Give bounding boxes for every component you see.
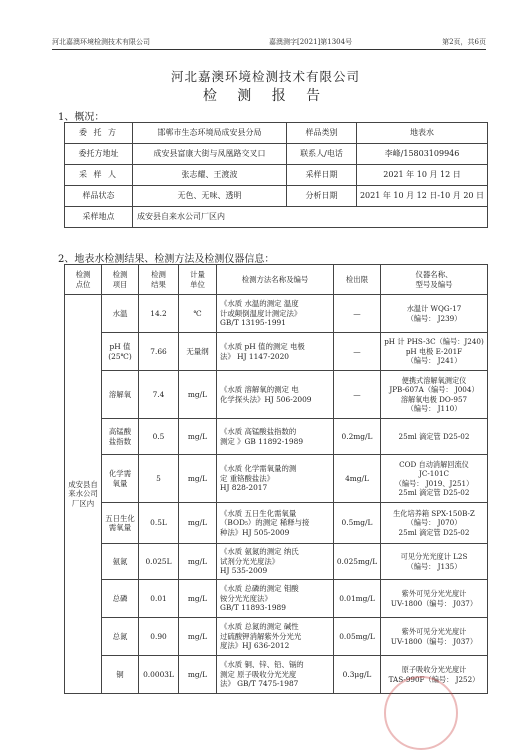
header-instrument-line: 仪器名称、 xyxy=(415,270,453,279)
result-cell: 0.01 xyxy=(139,580,179,618)
method-cell xyxy=(217,455,334,503)
client-label: 委 托 方 xyxy=(65,123,133,144)
unit-cell: mg/L xyxy=(179,455,217,503)
overview-table xyxy=(64,122,488,228)
unit-cell: 无量纲 xyxy=(179,333,217,371)
header-site-line: 检测 xyxy=(75,270,91,279)
result-cell: 7.4 xyxy=(139,371,179,419)
method-cell xyxy=(217,333,334,371)
header-instrument-line: 型号及编号 xyxy=(415,279,453,289)
unit-cell: mg/L xyxy=(179,503,217,544)
method-cell-line: 定 重铬酸盐法》 xyxy=(220,473,275,483)
method-cell xyxy=(217,419,334,455)
page-header xyxy=(52,36,486,48)
instrument-cell-line: COD 自动消解回流仪 xyxy=(399,459,469,469)
item-cell xyxy=(102,618,139,656)
limit-cell: 0.2mg/L xyxy=(334,419,381,455)
table-row xyxy=(65,455,488,503)
method-cell-line: GB/T 13195-1991 xyxy=(220,318,286,328)
site-cell-line: 厂区内 xyxy=(71,498,95,508)
item-cell-line: 氨氮 xyxy=(112,556,128,566)
item-cell xyxy=(102,295,139,333)
sample-date-label: 采样日期 xyxy=(287,165,357,186)
item-cell-line: 总氮 xyxy=(112,631,128,641)
overview-row xyxy=(65,144,488,165)
instrument-cell xyxy=(381,618,488,656)
method-cell-line: 种法》HJ 505-2009 xyxy=(220,527,290,537)
contact-value: 李峰/15803109946 xyxy=(357,144,488,165)
results-header-row xyxy=(65,265,488,295)
results-body xyxy=(65,265,488,694)
table-row xyxy=(65,618,488,656)
unit-cell: mg/L xyxy=(179,371,217,419)
location-label: 采样地点 xyxy=(65,207,133,228)
instrument-cell-line: JPB-607A（编号： J004） xyxy=(389,385,479,394)
instrument-cell xyxy=(381,419,488,455)
limit-cell: — xyxy=(334,333,381,371)
header-method: 检测方法名称及编号 xyxy=(217,265,334,295)
header-page-number: 第2页，共6页 xyxy=(442,38,486,46)
overview-row xyxy=(65,186,488,207)
method-cell-line: 《水质 五日生化需氧量 xyxy=(220,508,297,518)
table-row xyxy=(65,371,488,419)
instrument-cell-line: JC-101C xyxy=(418,469,450,478)
item-cell xyxy=(102,544,139,580)
table-row xyxy=(65,419,488,455)
instrument-cell-line: （编号： J110） xyxy=(406,404,462,413)
method-cell-line: HJ 828-2017 xyxy=(220,483,268,493)
header-result-line: 检测 xyxy=(151,270,166,279)
instrument-cell xyxy=(381,580,488,618)
method-cell xyxy=(217,371,334,419)
header-site-line: 点位 xyxy=(75,279,91,289)
item-cell-line: 溶解氧 xyxy=(108,389,132,399)
method-cell-line: 化学探头法》HJ 506-2009 xyxy=(220,394,312,404)
result-cell: 14.2 xyxy=(139,295,179,333)
unit-cell: mg/L xyxy=(179,580,217,618)
header-unit-line: 计量 xyxy=(190,270,205,279)
instrument-cell-line: TAS-990F（编号： J252） xyxy=(388,674,480,684)
instrument-cell-line: （编号： J135） xyxy=(406,561,462,571)
result-cell: 0.0003L xyxy=(139,656,179,694)
instrument-cell xyxy=(381,503,488,544)
limit-cell: 0.01mg/L xyxy=(334,580,381,618)
method-cell-line: 计或颠倒温度计测定法》 xyxy=(220,308,302,318)
instrument-cell xyxy=(381,295,488,333)
unit-cell: mg/L xyxy=(179,618,217,656)
limit-cell: — xyxy=(334,371,381,419)
item-cell xyxy=(102,455,139,503)
document-subtitle: 检 测 报 告 xyxy=(202,88,329,104)
result-cell: 5 xyxy=(139,455,179,503)
document-title: 河北嘉澳环境检测技术有限公司 xyxy=(170,69,360,84)
section-overview-heading: 1、概况： xyxy=(58,112,105,123)
result-cell: 0.5 xyxy=(139,419,179,455)
header-item-line: 项目 xyxy=(112,279,128,289)
item-cell-line: 盐指数 xyxy=(108,436,132,446)
instrument-cell-line: pH 计 PHS-3C（编号：J240) xyxy=(384,337,484,347)
item-cell-line: 水温 xyxy=(112,308,128,318)
instrument-cell-line: 溶解氧电极 DO-957 xyxy=(400,394,468,404)
header-result-line: 结果 xyxy=(151,279,166,289)
section-results-heading: 2、地表水检测结果、检测方法及检测仪器信息： xyxy=(58,254,275,265)
item-cell xyxy=(102,333,139,371)
instrument-cell-line: 25ml 滴定管 D25-02 xyxy=(398,431,470,441)
instrument-cell xyxy=(381,455,488,503)
limit-cell: — xyxy=(334,295,381,333)
header-item xyxy=(102,265,139,295)
instrument-cell-line: （编号： J239） xyxy=(406,313,462,323)
header-result xyxy=(139,265,179,295)
header-unit xyxy=(179,265,217,295)
item-cell-line: pH 值 xyxy=(109,342,131,351)
location-value: 成安县自来水公司厂区内 xyxy=(133,207,488,228)
item-cell-line: 化学需 xyxy=(108,469,132,478)
method-cell-line: 《水质 溶解氧的测定 电 xyxy=(220,385,299,394)
method-cell-line: GB/T 11893-1989 xyxy=(220,603,286,613)
item-cell-line: 高锰酸 xyxy=(108,427,132,436)
item-cell-line: 铜 xyxy=(116,669,124,679)
unit-cell: mg/L xyxy=(179,544,217,580)
method-cell-line: 试剂分光光度法》 xyxy=(220,556,280,566)
sampler-label: 采 样 人 xyxy=(65,165,133,186)
item-cell xyxy=(102,656,139,694)
method-cell xyxy=(217,580,334,618)
limit-cell: 0.025mg/L xyxy=(334,544,381,580)
method-cell-line: 《水质 铜、锌、铅、镉的 xyxy=(220,660,304,670)
item-cell-line: (25℃) xyxy=(108,351,132,361)
item-cell xyxy=(102,419,139,455)
instrument-cell-line: UV-1800（编号： J037） xyxy=(390,636,478,646)
limit-cell: 0.5mg/L xyxy=(334,503,381,544)
state-label: 样品状态 xyxy=(65,186,133,207)
method-cell xyxy=(217,656,334,694)
unit-cell: ℃ xyxy=(179,295,217,333)
header-limit: 检出限 xyxy=(334,265,381,295)
sampler-value: 张志耀、王渡波 xyxy=(133,165,287,186)
method-cell xyxy=(217,618,334,656)
unit-cell: mg/L xyxy=(179,419,217,455)
method-cell-line: 度法》HJ 636-2012 xyxy=(220,641,290,651)
header-company: 河北嘉澳环境检测技术有限公司 xyxy=(52,38,150,46)
method-cell-line: 法》 GB/T 7475-1987 xyxy=(220,679,299,689)
overview-row xyxy=(65,207,488,228)
overview-row xyxy=(65,165,488,186)
instrument-cell xyxy=(381,544,488,580)
method-cell-line: 《水质 高锰酸盐指数的 xyxy=(220,427,297,436)
instrument-cell xyxy=(381,371,488,419)
instrument-cell-line: 原子吸收分光光度计 xyxy=(401,665,467,674)
item-cell-line: 五日生化 xyxy=(105,513,135,523)
method-cell xyxy=(217,503,334,544)
table-row xyxy=(65,544,488,580)
item-cell xyxy=(102,371,139,419)
method-cell-line: HJ 535-2009 xyxy=(220,566,268,576)
limit-cell: 0.3μg/L xyxy=(334,656,381,694)
method-cell-line: 《水质 pH 值的测定 电极 xyxy=(220,342,305,351)
table-row xyxy=(65,580,488,618)
unit-cell: mg/L xyxy=(179,656,217,694)
item-cell-line: 总磷 xyxy=(112,593,128,603)
instrument-cell-line: 紫外可见分光光度计 xyxy=(401,589,467,598)
method-cell-line: 测定 原子吸收分光光度 xyxy=(220,669,297,679)
instrument-cell-line: 可见分光光度计 L2S xyxy=(400,552,468,561)
overview-row xyxy=(65,123,488,144)
result-cell: 0.90 xyxy=(139,618,179,656)
instrument-cell-line: UV-1800（编号： J037） xyxy=(390,598,478,608)
instrument-cell-line: 25ml 滴定管 D25-02 xyxy=(398,488,470,497)
limit-cell: 4mg/L xyxy=(334,455,381,503)
sample-type-value: 地表水 xyxy=(357,123,488,144)
method-cell-line: 铵分光光度法》 xyxy=(220,593,272,603)
instrument-cell xyxy=(381,333,488,371)
result-cell: 0.025L xyxy=(139,544,179,580)
item-cell-line: 氧量 xyxy=(112,478,128,488)
header-rule xyxy=(52,49,486,50)
result-cell: 0.5L xyxy=(139,503,179,544)
method-cell-line: 《水质 总磷的测定 钼酸 xyxy=(220,584,299,594)
instrument-cell-line: （编号： J070） xyxy=(406,518,462,528)
header-item-line: 检测 xyxy=(112,270,128,279)
method-cell-line: 《水质 总氮的测定 碱性 xyxy=(220,622,299,632)
instrument-cell-line: 便携式溶解氧测定仪 xyxy=(401,375,467,385)
method-cell-line: 过硫酸钾消解紫外分光光 xyxy=(220,631,302,641)
result-cell: 7.66 xyxy=(139,333,179,371)
method-cell-line: 《水质 化学需氧量的测 xyxy=(220,464,297,474)
analysis-date-value: 2021 年 10 月 12 日-10 月 20 日 xyxy=(357,186,488,207)
site-cell xyxy=(65,295,102,694)
seal-stamp xyxy=(384,676,458,750)
method-cell-line: 法》 HJ 1147-2020 xyxy=(220,351,290,361)
table-row xyxy=(65,333,488,371)
limit-cell: 0.05mg/L xyxy=(334,618,381,656)
method-cell-line: 测定 》GB 11892-1989 xyxy=(220,436,304,446)
results-table xyxy=(64,264,488,694)
item-cell xyxy=(102,580,139,618)
site-cell-line: 来水公司 xyxy=(68,489,98,499)
analysis-date-label: 分析日期 xyxy=(287,186,357,207)
method-cell-line: （BOD₅）的测定 稀释与接 xyxy=(220,518,310,528)
state-value: 无色、无味、透明 xyxy=(133,186,287,207)
sample-type-label: 样品类别 xyxy=(287,123,357,144)
item-cell-line: 需氧量 xyxy=(108,523,132,532)
instrument-cell-line: 25ml 滴定管 D25-02 xyxy=(398,527,470,537)
method-cell xyxy=(217,295,334,333)
instrument-cell-line: 紫外可见分光光度计 xyxy=(401,627,467,636)
method-cell-line: 《水质 水温的测定 温度 xyxy=(220,299,299,309)
contact-label: 联系人/电话 xyxy=(287,144,357,165)
method-cell xyxy=(217,544,334,580)
address-label: 委托方地址 xyxy=(65,144,133,165)
table-row xyxy=(65,503,488,544)
client-value: 邯郸市生态环境局成安县分局 xyxy=(133,123,287,144)
address-value: 成安县富康大街与凤凰路交叉口 xyxy=(133,144,287,165)
instrument-cell-line: （编号： J019、J251） xyxy=(394,478,474,488)
site-cell-line: 成安县自 xyxy=(68,479,98,489)
header-instrument xyxy=(381,265,488,295)
instrument-cell-line: 水温计 WQG-17 xyxy=(406,304,462,313)
item-cell xyxy=(102,503,139,544)
instrument-cell-line: 生化培养箱 SPX-150B-Z xyxy=(393,508,475,518)
table-row xyxy=(65,295,488,333)
header-site xyxy=(65,265,102,295)
instrument-cell-line: pH 电极 E-201F xyxy=(405,346,463,356)
header-unit-line: 单位 xyxy=(190,279,205,289)
method-cell-line: 《水质 氨氮的测定 纳氏 xyxy=(220,547,299,557)
header-report-number: 嘉澳测字[2021]第1304号 xyxy=(269,38,353,46)
sample-date-value: 2021 年 10 月 12 日 xyxy=(357,165,488,186)
instrument-cell-line: （编号： J241） xyxy=(406,356,462,366)
